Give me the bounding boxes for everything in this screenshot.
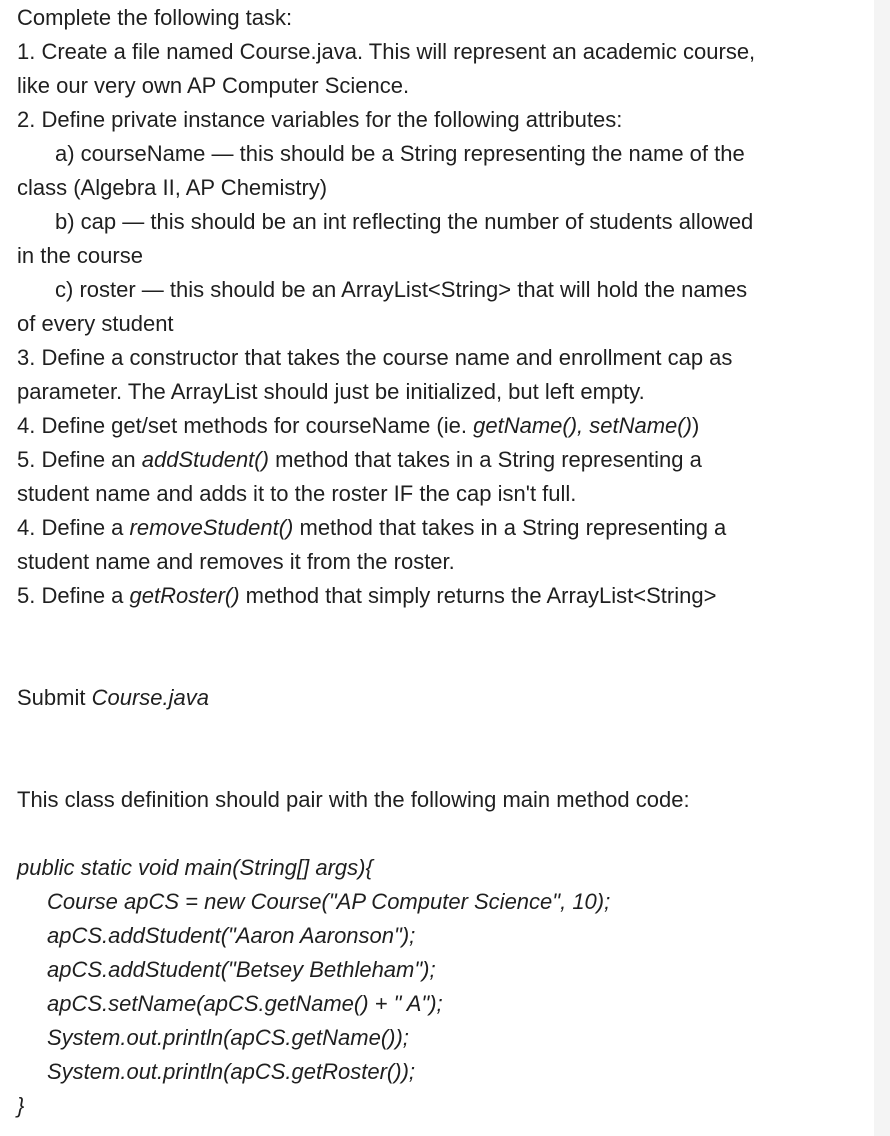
code-line: apCS.setName(apCS.getName() + " A"); (47, 991, 443, 1016)
attribute-a-line-2: class (Algebra II, AP Chemistry) (17, 175, 328, 200)
spacer (17, 715, 867, 783)
step-4-methods: getName(), setName() (473, 413, 692, 438)
code-line: apCS.addStudent("Betsey Bethleham"); (47, 957, 436, 982)
step-4b-line-1 (17, 511, 867, 545)
code-line: Course apCS = new Course("AP Computer Science", 10); (47, 889, 611, 914)
step-5b (17, 579, 867, 613)
step-5b-method: getRoster() (129, 583, 240, 608)
step-5-suffix: method that takes in a String representing a (268, 447, 702, 472)
submit-prefix: Submit (17, 685, 92, 710)
assignment-text (17, 0, 867, 1123)
code-line: public static void main(String[] args){ (17, 855, 373, 880)
submit-filename: Course.java (91, 685, 209, 710)
pairing-text: This class definition should pair with the following main method code: (17, 787, 690, 812)
spacer (17, 817, 867, 851)
code-line: System.out.println(apCS.getName()); (47, 1025, 409, 1050)
attribute-b-line-2: in the course (17, 243, 143, 268)
attribute-b-line-1: b) cap — this should be an int reflecting the number of students allowed (55, 209, 754, 234)
step-4 (17, 409, 867, 443)
step-3-line-2: parameter. The ArrayList should just be initialized, but left empty. (17, 379, 645, 404)
step-5b-prefix: 5. Define a (17, 583, 130, 608)
step-3-line-1: 3. Define a constructor that takes the course name and enrollment cap as (17, 345, 733, 370)
main-method-code (17, 851, 867, 1123)
step-4b-line-2: student name and removes it from the roster. (17, 549, 455, 574)
step-5-line-1 (17, 443, 867, 477)
step-2: 2. Define private instance variables for the following attributes: (17, 107, 623, 132)
step-5b-suffix: method that simply returns the ArrayList<String> (239, 583, 717, 608)
spacer (17, 613, 867, 681)
code-line: apCS.addStudent("Aaron Aaronson"); (47, 923, 416, 948)
step-5-prefix: 5. Define an (17, 447, 142, 472)
step-1-line-2: like our very own AP Computer Science. (17, 73, 410, 98)
step-1-line-1: 1. Create a file named Course.java. This will represent an academic course, (17, 39, 756, 64)
step-4-prefix: 4. Define get/set methods for courseName (ie. (17, 413, 474, 438)
task-intro: Complete the following task: (17, 5, 293, 30)
attribute-a-line-1: a) courseName — this should be a String representing the name of the (55, 141, 745, 166)
step-4b-method: removeStudent() (129, 515, 294, 540)
attribute-c-line-1: c) roster — this should be an ArrayList<String> that will hold the names (55, 277, 748, 302)
code-line: } (17, 1093, 25, 1118)
step-4-suffix: ) (691, 413, 700, 438)
step-5-line-2: student name and adds it to the roster IF the cap isn't full. (17, 481, 577, 506)
step-4b-prefix: 4. Define a (17, 515, 130, 540)
submit-line (17, 681, 867, 715)
scrollbar-track[interactable] (874, 0, 890, 1136)
attribute-c-line-2: of every student (17, 311, 174, 336)
step-4b-suffix: method that takes in a String representing a (293, 515, 727, 540)
step-5-method: addStudent() (141, 447, 269, 472)
code-line: System.out.println(apCS.getRoster()); (47, 1059, 416, 1084)
